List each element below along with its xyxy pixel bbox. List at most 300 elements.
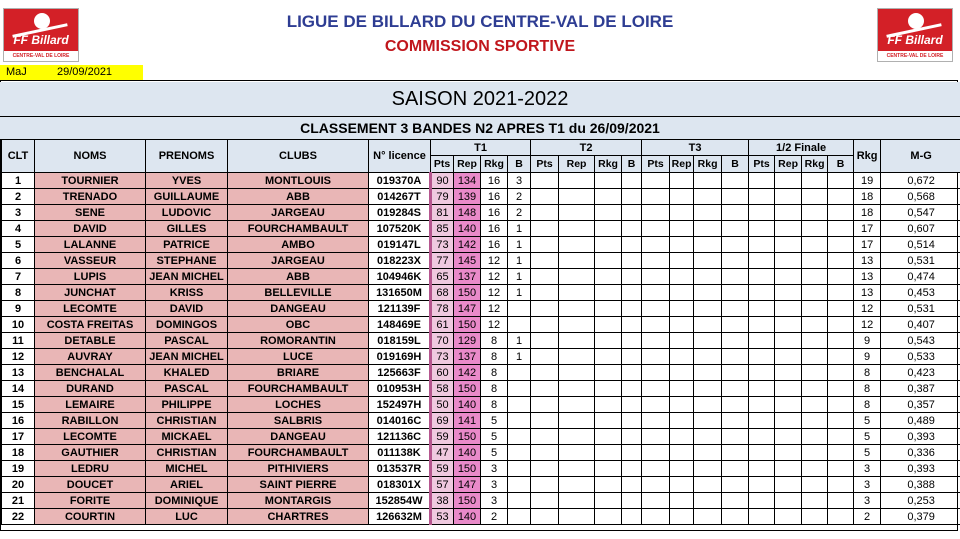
empty-cell [749, 429, 775, 445]
empty-cell [670, 253, 694, 269]
empty-cell [775, 349, 802, 365]
empty-cell [531, 413, 559, 429]
ranking-rows [2, 173, 960, 525]
empty-cell [622, 317, 642, 333]
empty-cell [670, 301, 694, 317]
empty-cell [622, 509, 642, 525]
empty-cell [670, 189, 694, 205]
empty-cell [531, 269, 559, 285]
empty-cell [559, 493, 595, 509]
table-row [2, 365, 960, 381]
total-rkg-cell: 18 [854, 205, 881, 221]
col-sub-b: B [508, 156, 531, 173]
t1-pts-cell: 78 [431, 301, 454, 317]
empty-cell [642, 429, 670, 445]
licence-cell: 019284S [369, 205, 431, 221]
empty-cell [559, 189, 595, 205]
empty-cell [670, 269, 694, 285]
rank-cell: 17 [2, 429, 35, 445]
logo-sub: CENTRE-VAL DE LOIRE [4, 51, 78, 61]
prenom-cell: JEAN MICHEL [146, 349, 228, 365]
empty-cell [642, 397, 670, 413]
empty-cell [642, 445, 670, 461]
empty-cell [828, 381, 854, 397]
logo-brand: FF Billard [887, 33, 943, 47]
empty-cell [802, 461, 828, 477]
empty-cell [595, 365, 622, 381]
empty-cell [559, 269, 595, 285]
nom-cell: RABILLON [35, 413, 146, 429]
empty-cell [722, 509, 749, 525]
prenom-cell: DOMINGOS [146, 317, 228, 333]
empty-cell [722, 477, 749, 493]
empty-cell [559, 477, 595, 493]
empty-cell [828, 205, 854, 221]
t1-b-cell [508, 429, 531, 445]
total-rkg-cell: 5 [854, 413, 881, 429]
nom-cell: BENCHALAL [35, 365, 146, 381]
empty-cell [595, 237, 622, 253]
t1-b-cell: 1 [508, 269, 531, 285]
empty-cell [694, 189, 722, 205]
empty-cell [828, 445, 854, 461]
empty-cell [642, 317, 670, 333]
empty-cell [828, 349, 854, 365]
empty-cell [622, 413, 642, 429]
total-rkg-cell: 8 [854, 365, 881, 381]
empty-cell [622, 397, 642, 413]
mg-cell: 0,543 [881, 333, 960, 349]
empty-cell [670, 445, 694, 461]
mg-cell: 0,489 [881, 413, 960, 429]
empty-cell [642, 285, 670, 301]
empty-cell [802, 493, 828, 509]
t1-pts-cell: 73 [431, 349, 454, 365]
prenom-cell: MICHEL [146, 461, 228, 477]
empty-cell [642, 205, 670, 221]
empty-cell [670, 509, 694, 525]
licence-cell: 018223X [369, 253, 431, 269]
empty-cell [622, 173, 642, 189]
update-banner [0, 65, 143, 80]
col-sub-pts: Pts [642, 156, 670, 173]
empty-cell [802, 301, 828, 317]
col-sub-pts: Pts [431, 156, 454, 173]
club-cell: SAINT PIERRE [228, 477, 369, 493]
col-sub-rkg_sub: Rkg [802, 156, 828, 173]
t1-pts-cell: 59 [431, 461, 454, 477]
prenom-cell: DAVID [146, 301, 228, 317]
t1-b-cell: 3 [508, 173, 531, 189]
mg-cell: 0,568 [881, 189, 960, 205]
empty-cell [802, 413, 828, 429]
empty-cell [722, 301, 749, 317]
empty-cell [595, 285, 622, 301]
empty-cell [775, 493, 802, 509]
empty-cell [749, 493, 775, 509]
empty-cell [749, 365, 775, 381]
rank-cell: 16 [2, 413, 35, 429]
club-cell: FOURCHAMBAULT [228, 221, 369, 237]
licence-cell: 014016C [369, 413, 431, 429]
t1-rkg-cell: 3 [481, 477, 508, 493]
empty-cell [775, 221, 802, 237]
empty-cell [828, 365, 854, 381]
licence-cell: 014267T [369, 189, 431, 205]
club-cell: ABB [228, 189, 369, 205]
empty-cell [670, 429, 694, 445]
empty-cell [722, 413, 749, 429]
empty-cell [642, 461, 670, 477]
col-sub-rep: Rep [454, 156, 481, 173]
t1-pts-cell: 59 [431, 429, 454, 445]
empty-cell [531, 221, 559, 237]
empty-cell [749, 189, 775, 205]
t1-rep-cell: 140 [454, 509, 481, 525]
empty-cell [694, 269, 722, 285]
nom-cell: DURAND [35, 381, 146, 397]
prenom-cell: KHALED [146, 365, 228, 381]
t1-pts-cell: 90 [431, 173, 454, 189]
t1-rep-cell: 137 [454, 269, 481, 285]
col-t2: T2 [531, 140, 642, 156]
empty-cell [802, 189, 828, 205]
nom-cell: LUPIS [35, 269, 146, 285]
empty-cell [802, 509, 828, 525]
empty-cell [670, 285, 694, 301]
rank-cell: 1 [2, 173, 35, 189]
empty-cell [694, 381, 722, 397]
nom-cell: DOUCET [35, 477, 146, 493]
empty-cell [828, 429, 854, 445]
empty-cell [828, 397, 854, 413]
t1-rkg-cell: 12 [481, 253, 508, 269]
empty-cell [595, 493, 622, 509]
empty-cell [595, 317, 622, 333]
col-clt: CLT [2, 140, 35, 173]
t1-rep-cell: 142 [454, 237, 481, 253]
empty-cell [802, 477, 828, 493]
empty-cell [559, 429, 595, 445]
mg-cell: 0,672 [881, 173, 960, 189]
total-rkg-cell: 12 [854, 317, 881, 333]
t1-pts-cell: 81 [431, 205, 454, 221]
empty-cell [642, 301, 670, 317]
empty-cell [749, 461, 775, 477]
t1-rep-cell: 140 [454, 445, 481, 461]
t1-b-cell [508, 301, 531, 317]
col-mg: M-G [881, 140, 960, 173]
empty-cell [802, 333, 828, 349]
empty-cell [595, 205, 622, 221]
club-cell: FOURCHAMBAULT [228, 445, 369, 461]
nom-cell: TRENADO [35, 189, 146, 205]
mg-cell: 0,393 [881, 429, 960, 445]
t1-rep-cell: 148 [454, 205, 481, 221]
licence-cell: 152854W [369, 493, 431, 509]
empty-cell [775, 397, 802, 413]
t1-b-cell: 1 [508, 333, 531, 349]
empty-cell [694, 317, 722, 333]
empty-cell [670, 365, 694, 381]
t1-pts-cell: 47 [431, 445, 454, 461]
empty-cell [670, 221, 694, 237]
prenom-cell: YVES [146, 173, 228, 189]
t1-pts-cell: 57 [431, 477, 454, 493]
empty-cell [595, 349, 622, 365]
empty-cell [622, 429, 642, 445]
prenom-cell: LUC [146, 509, 228, 525]
rank-cell: 19 [2, 461, 35, 477]
mg-cell: 0,379 [881, 509, 960, 525]
club-cell: JARGEAU [228, 253, 369, 269]
table-row [2, 285, 960, 301]
empty-cell [775, 445, 802, 461]
nom-cell: DAVID [35, 221, 146, 237]
empty-cell [531, 253, 559, 269]
empty-cell [722, 189, 749, 205]
empty-cell [531, 381, 559, 397]
empty-cell [775, 317, 802, 333]
empty-cell [694, 221, 722, 237]
t1-rkg-cell: 12 [481, 269, 508, 285]
empty-cell [670, 493, 694, 509]
empty-cell [722, 349, 749, 365]
col-prenoms: PRENOMS [146, 140, 228, 173]
club-cell: MONTLOUIS [228, 173, 369, 189]
empty-cell [642, 477, 670, 493]
nom-cell: LEMAIRE [35, 397, 146, 413]
empty-cell [694, 285, 722, 301]
t1-rep-cell: 150 [454, 381, 481, 397]
t1-rkg-cell: 16 [481, 189, 508, 205]
empty-cell [531, 349, 559, 365]
t1-pts-cell: 79 [431, 189, 454, 205]
mg-cell: 0,387 [881, 381, 960, 397]
empty-cell [642, 189, 670, 205]
empty-cell [694, 461, 722, 477]
rank-cell: 8 [2, 285, 35, 301]
empty-cell [531, 301, 559, 317]
t1-pts-cell: 60 [431, 365, 454, 381]
empty-cell [559, 381, 595, 397]
t1-b-cell [508, 509, 531, 525]
club-cell: AMBO [228, 237, 369, 253]
empty-cell [828, 285, 854, 301]
empty-cell [559, 397, 595, 413]
table-row [2, 397, 960, 413]
empty-cell [775, 269, 802, 285]
empty-cell [622, 205, 642, 221]
empty-cell [828, 221, 854, 237]
prenom-cell: LUDOVIC [146, 205, 228, 221]
t1-rkg-cell: 12 [481, 285, 508, 301]
empty-cell [531, 173, 559, 189]
club-cell: FOURCHAMBAULT [228, 381, 369, 397]
empty-cell [828, 301, 854, 317]
rank-cell: 7 [2, 269, 35, 285]
col-sub-rkg_sub: Rkg [481, 156, 508, 173]
t1-pts-cell: 38 [431, 493, 454, 509]
col-sub-rep: Rep [775, 156, 802, 173]
empty-cell [775, 205, 802, 221]
table-row [2, 333, 960, 349]
licence-cell: 018159L [369, 333, 431, 349]
club-cell: CHARTRES [228, 509, 369, 525]
table-row [2, 189, 960, 205]
empty-cell [622, 237, 642, 253]
empty-cell [775, 509, 802, 525]
empty-cell [722, 253, 749, 269]
empty-cell [642, 365, 670, 381]
empty-cell [531, 333, 559, 349]
nom-cell: VASSEUR [35, 253, 146, 269]
t1-rep-cell: 140 [454, 221, 481, 237]
col-sub-b: B [828, 156, 854, 173]
t1-rkg-cell: 3 [481, 461, 508, 477]
rank-cell: 12 [2, 349, 35, 365]
empty-cell [828, 477, 854, 493]
t1-rep-cell: 150 [454, 285, 481, 301]
empty-cell [749, 221, 775, 237]
prenom-cell: PHILIPPE [146, 397, 228, 413]
table-row [2, 301, 960, 317]
empty-cell [559, 365, 595, 381]
empty-cell [802, 253, 828, 269]
col-t1: T1 [431, 140, 531, 156]
ranking-table [1, 139, 960, 525]
t1-pts-cell: 65 [431, 269, 454, 285]
rank-cell: 22 [2, 509, 35, 525]
empty-cell [670, 461, 694, 477]
t1-rkg-cell: 5 [481, 429, 508, 445]
empty-cell [722, 429, 749, 445]
empty-cell [622, 301, 642, 317]
mg-cell: 0,531 [881, 301, 960, 317]
prenom-cell: MICKAEL [146, 429, 228, 445]
total-rkg-cell: 3 [854, 477, 881, 493]
table-row [2, 269, 960, 285]
col-t3: T3 [642, 140, 749, 156]
logo-sub: CENTRE-VAL DE LOIRE [878, 51, 952, 61]
empty-cell [722, 269, 749, 285]
t1-b-cell [508, 445, 531, 461]
empty-cell [559, 301, 595, 317]
col-rkg: Rkg [854, 140, 881, 173]
league-title: LIGUE DE BILLARD DU CENTRE-VAL DE LOIRE [286, 12, 674, 31]
empty-cell [622, 461, 642, 477]
prenom-cell: DOMINIQUE [146, 493, 228, 509]
t1-rep-cell: 140 [454, 397, 481, 413]
t1-rep-cell: 129 [454, 333, 481, 349]
prenom-cell: KRISS [146, 285, 228, 301]
empty-cell [595, 333, 622, 349]
empty-cell [694, 397, 722, 413]
table-row [2, 237, 960, 253]
total-rkg-cell: 5 [854, 445, 881, 461]
empty-cell [775, 429, 802, 445]
empty-cell [828, 461, 854, 477]
prenom-cell: GILLES [146, 221, 228, 237]
nom-cell: SENE [35, 205, 146, 221]
rank-cell: 21 [2, 493, 35, 509]
empty-cell [670, 333, 694, 349]
mg-cell: 0,357 [881, 397, 960, 413]
mg-cell: 0,453 [881, 285, 960, 301]
empty-cell [622, 381, 642, 397]
total-rkg-cell: 9 [854, 333, 881, 349]
empty-cell [595, 429, 622, 445]
club-cell: JARGEAU [228, 205, 369, 221]
empty-cell [622, 221, 642, 237]
empty-cell [622, 493, 642, 509]
t1-pts-cell: 70 [431, 333, 454, 349]
empty-cell [531, 365, 559, 381]
empty-cell [531, 189, 559, 205]
total-rkg-cell: 13 [854, 253, 881, 269]
empty-cell [694, 237, 722, 253]
empty-cell [559, 237, 595, 253]
empty-cell [595, 477, 622, 493]
empty-cell [802, 445, 828, 461]
empty-cell [749, 477, 775, 493]
empty-cell [749, 349, 775, 365]
t1-rep-cell: 147 [454, 477, 481, 493]
t1-rep-cell: 137 [454, 349, 481, 365]
t1-rep-cell: 134 [454, 173, 481, 189]
empty-cell [828, 413, 854, 429]
club-cell: BELLEVILLE [228, 285, 369, 301]
empty-cell [670, 477, 694, 493]
empty-cell [531, 445, 559, 461]
empty-cell [670, 397, 694, 413]
t1-rep-cell: 142 [454, 365, 481, 381]
rank-cell: 6 [2, 253, 35, 269]
t1-rkg-cell: 2 [481, 509, 508, 525]
empty-cell [694, 349, 722, 365]
table-row [2, 445, 960, 461]
rank-cell: 18 [2, 445, 35, 461]
commission-title: COMMISSION SPORTIVE [384, 38, 576, 55]
licence-cell: 010953H [369, 381, 431, 397]
empty-cell [828, 509, 854, 525]
empty-cell [802, 269, 828, 285]
empty-cell [642, 253, 670, 269]
empty-cell [775, 477, 802, 493]
licence-cell: 131650M [369, 285, 431, 301]
nom-cell: TOURNIER [35, 173, 146, 189]
nom-cell: JUNCHAT [35, 285, 146, 301]
total-rkg-cell: 2 [854, 509, 881, 525]
empty-cell [722, 173, 749, 189]
col-noms: NOMS [35, 140, 146, 173]
table-row [2, 461, 960, 477]
empty-cell [595, 397, 622, 413]
nom-cell: LECOMTE [35, 429, 146, 445]
empty-cell [749, 397, 775, 413]
t1-b-cell [508, 477, 531, 493]
prenom-cell: PATRICE [146, 237, 228, 253]
mg-cell: 0,547 [881, 205, 960, 221]
empty-cell [694, 333, 722, 349]
empty-cell [622, 189, 642, 205]
empty-cell [694, 205, 722, 221]
empty-cell [749, 205, 775, 221]
t1-b-cell: 1 [508, 285, 531, 301]
t1-b-cell: 1 [508, 253, 531, 269]
total-rkg-cell: 13 [854, 285, 881, 301]
t1-rkg-cell: 8 [481, 349, 508, 365]
